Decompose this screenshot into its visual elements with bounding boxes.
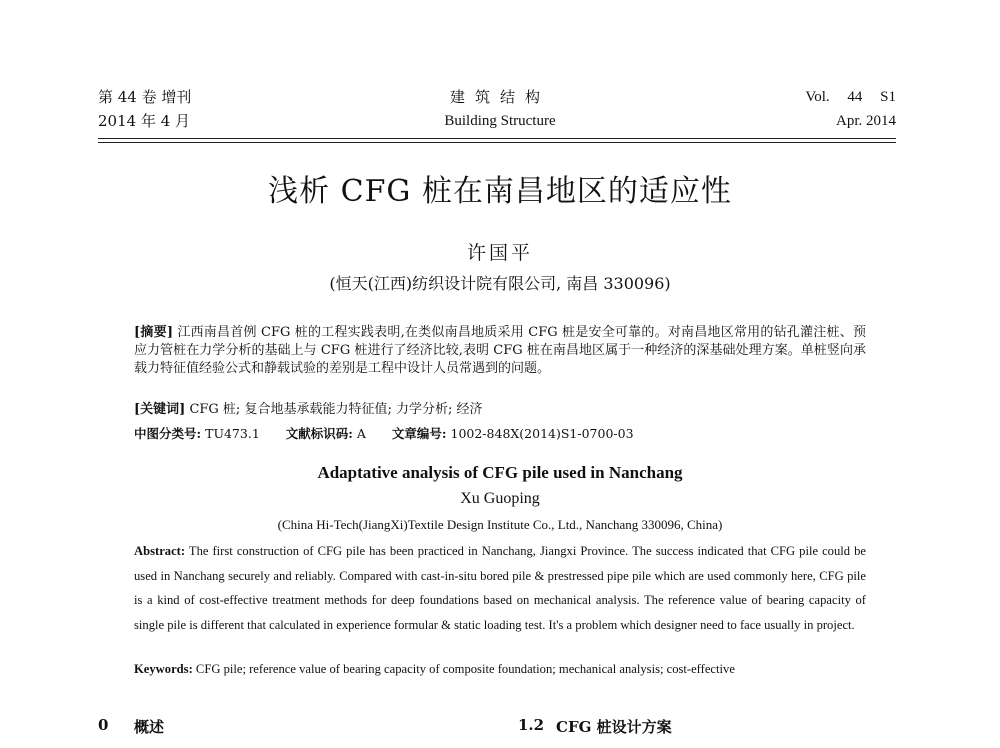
header-rule-top: [98, 138, 896, 139]
doc-code-label: 文献标识码:: [285, 426, 353, 441]
journal-date-en: Apr. 2014: [836, 113, 896, 129]
header-rule-bottom: [98, 142, 896, 143]
en-abstract-text: The first construction of CFG pile has been practiced in Nanchang, Jiangxi Province. The success indicated that CFG pile could be used in Nanchang securely and reliably. Compared with cast-in-situ bored pile & prestressed pipe pile which are used commonly here, CFG pile is a kind of cost-effective treatment methods for deep foundations based on mechanical analysis. The reference value of bearing capacity of single pile is different that calculated in experience formular & static loading test. It's a problem which designer need to face usually in project.: [134, 544, 866, 632]
class-label: 中图分类号:: [134, 426, 202, 441]
en-affiliation: (China Hi-Tech(JiangXi)Textile Design Institute Co., Ltd., Nanchang 330096, China): [277, 517, 723, 532]
doc-code-value: A: [356, 426, 366, 441]
article-number-value: 1002-848X(2014)S1-0700-03: [450, 426, 634, 441]
en-author: Xu Guoping: [460, 490, 540, 507]
class-value: TU473.1: [205, 426, 260, 441]
cn-classification: [134, 425, 866, 443]
en-abstract-label: Abstract:: [134, 544, 186, 558]
cn-abstract: [134, 324, 866, 378]
en-keywords-label: Keywords:: [134, 662, 193, 676]
cn-abstract-text: 江西南昌首例 CFG 桩的工程实践表明,在类似南昌地质采用 CFG 桩是安全可靠的。对南昌地区常用的钻孔灌注桩、预应力管桩在力学分析的基础上与 CFG 桩进行了经济比较,表明 CFG 桩在南昌地区属于一种经济的深基础处理方案。单桩竖向承载力特征值经验公式和静载试验的差别是工程中设计人员常遇到的问题。: [134, 325, 866, 376]
journal-name-en: Building Structure: [444, 113, 556, 129]
paper-affiliation: (恒天(江西)纺织设计院有限公司, 南昌 330096): [329, 274, 671, 293]
cn-abstract-label: [摘要]: [134, 325, 173, 340]
article-number-label: 文章编号:: [391, 426, 447, 441]
subsection-number: 1.2: [518, 716, 545, 734]
journal-date: 2014 年 4 月: [98, 112, 191, 130]
section-number: 0: [98, 716, 109, 734]
en-keywords: [134, 662, 735, 677]
cn-keywords-label: [关键词]: [134, 402, 186, 417]
cn-keywords-text: CFG 桩; 复合地基承载能力特征值; 力学分析; 经济: [189, 402, 483, 417]
journal-volume: 第 44 卷 增刊: [98, 88, 192, 106]
journal-name-cn: 建筑结构: [449, 88, 550, 106]
subsection-heading-design: CFG 桩设计方案: [556, 718, 672, 736]
paper-title: 浅析 CFG 桩在南昌地区的适应性: [268, 174, 732, 209]
en-abstract: [134, 539, 866, 637]
cn-keywords: [134, 401, 866, 419]
paper-author: 许国平: [466, 242, 533, 264]
section-heading-overview: 概述: [134, 718, 165, 736]
en-title: Adaptative analysis of CFG pile used in Nanchang: [317, 463, 683, 482]
en-keywords-text: CFG pile; reference value of bearing capacity of composite foundation; mechanical analysis; cost-effective: [195, 662, 735, 676]
journal-volume-en: Vol. 44 S1: [805, 89, 896, 105]
